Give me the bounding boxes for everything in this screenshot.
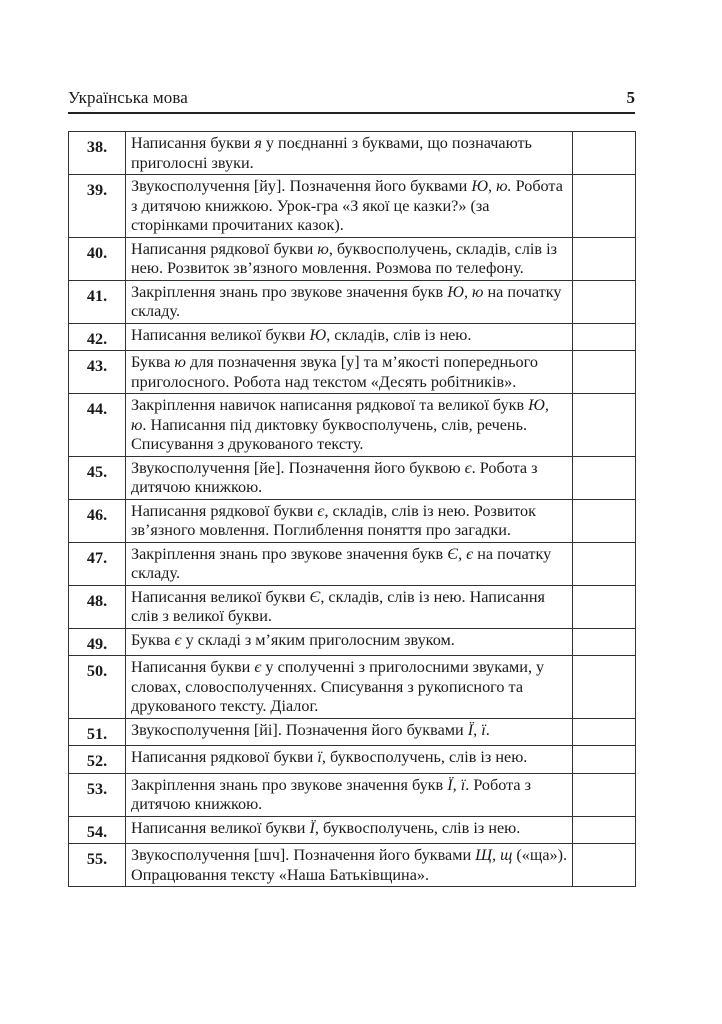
notes-cell bbox=[573, 499, 636, 542]
lesson-number: 55. bbox=[69, 844, 126, 887]
table-row bbox=[69, 773, 636, 816]
topic-text: у складі з м’яким приголосним звуком. bbox=[181, 630, 455, 649]
lesson-number: 45. bbox=[69, 456, 126, 499]
topic-text: Буква bbox=[131, 630, 175, 649]
topic-letter-italic: ю bbox=[174, 353, 186, 371]
topic-text: Написання букви bbox=[131, 658, 255, 676]
topic-letter-italic: є bbox=[174, 630, 182, 649]
table-row bbox=[69, 323, 636, 351]
notes-cell bbox=[573, 175, 636, 238]
topic-letter-italic: Є, є bbox=[447, 544, 474, 563]
notes-cell bbox=[573, 394, 636, 457]
topic-text: Закріплення навичок написання рядкової та великої букв bbox=[131, 396, 529, 414]
lesson-number: 48. bbox=[69, 585, 126, 628]
running-header bbox=[68, 88, 635, 114]
notes-cell bbox=[573, 816, 636, 844]
notes-cell bbox=[573, 585, 636, 628]
topic-text: , буквосполучень, складів, слів із нею. Розвиток зв’язного мовлення. Розмова по телефону. bbox=[131, 239, 558, 277]
topic-text: для позначення звука [у] та м’якості попереднього приголосного. Робота над текстом «Десять робітників». bbox=[131, 353, 538, 391]
table-row bbox=[69, 394, 636, 457]
topic-text: , складів, слів із нею. Написання слів з великої букви. bbox=[131, 587, 545, 625]
topic-letter-italic: ю bbox=[317, 239, 329, 258]
table-row bbox=[69, 351, 636, 394]
lesson-topic bbox=[126, 628, 573, 656]
lesson-number: 53. bbox=[69, 773, 126, 816]
topic-text: , складів, слів із нею. bbox=[326, 325, 472, 344]
lesson-topic bbox=[126, 585, 573, 628]
topic-text: Закріплення знань про звукове значення букв bbox=[131, 282, 448, 301]
table-row bbox=[69, 456, 636, 499]
topic-letter-italic: Є bbox=[309, 587, 321, 606]
topic-text: Звукосполучення [йі]. Позначення його буквами bbox=[131, 720, 468, 739]
topic-text: Написання рядкової букви bbox=[131, 501, 318, 520]
topic-text: . Робота з дитячою книжкою. bbox=[131, 775, 532, 813]
notes-cell bbox=[573, 456, 636, 499]
topic-letter-italic: Ю, ю. bbox=[471, 177, 512, 195]
lesson-topic bbox=[126, 844, 573, 887]
notes-cell bbox=[573, 351, 636, 394]
lesson-topic bbox=[126, 175, 573, 238]
topic-text: Звукосполучення [йе]. Позначення його буквою bbox=[131, 458, 465, 477]
topic-text: («ща»). Опрацювання тексту «Наша Батьківщина». bbox=[131, 846, 568, 884]
table-row bbox=[69, 585, 636, 628]
lesson-number: 52. bbox=[69, 746, 126, 774]
notes-cell bbox=[573, 656, 636, 719]
topic-text: . bbox=[485, 720, 490, 739]
topic-letter-italic: Ю, ю bbox=[131, 396, 549, 434]
notes-cell bbox=[573, 132, 636, 175]
lesson-number: 50. bbox=[69, 656, 126, 719]
topic-text: у сполученні з приголосними звуками, у словах, словосполученнях. Списування з рукописного та друкованого тексту. Діалог. bbox=[131, 658, 545, 715]
topic-text: Написання рядкової букви bbox=[131, 239, 318, 258]
topic-text: у поєднанні з буквами, що позначають приголосні звуки. bbox=[131, 134, 532, 172]
lesson-topic bbox=[126, 237, 573, 280]
lesson-number: 51. bbox=[69, 718, 126, 746]
topic-letter-italic: Ї, ї bbox=[447, 775, 466, 794]
lesson-topic bbox=[126, 280, 573, 323]
topic-letter-italic: Ї bbox=[309, 818, 315, 837]
lesson-topic bbox=[126, 773, 573, 816]
table-row bbox=[69, 499, 636, 542]
topic-letter-italic: ї bbox=[317, 748, 322, 766]
lesson-topic bbox=[126, 656, 573, 719]
topic-letter-italic: я bbox=[254, 134, 262, 152]
topic-text: Написання рядкової букви bbox=[131, 748, 318, 766]
header-subject: Українська мова bbox=[68, 88, 188, 107]
table-row bbox=[69, 132, 636, 175]
lesson-number: 39. bbox=[69, 175, 126, 238]
topic-text: Написання великої букви bbox=[131, 818, 310, 837]
lesson-plan-body bbox=[69, 132, 636, 887]
topic-text: , буквосполучень, слів із нею. bbox=[314, 818, 521, 837]
notes-cell bbox=[573, 542, 636, 585]
notes-cell bbox=[573, 773, 636, 816]
table-row bbox=[69, 628, 636, 656]
lesson-number: 49. bbox=[69, 628, 126, 656]
topic-letter-italic: є bbox=[254, 658, 262, 676]
lesson-topic bbox=[126, 816, 573, 844]
topic-text: Буква bbox=[131, 353, 175, 371]
topic-letter-italic: Ю, ю bbox=[447, 282, 484, 301]
notes-cell bbox=[573, 280, 636, 323]
lesson-topic bbox=[126, 132, 573, 175]
table-row bbox=[69, 542, 636, 585]
lesson-topic bbox=[126, 323, 573, 351]
lesson-number: 42. bbox=[69, 323, 126, 351]
topic-text: Робота з дитячою книжкою. Урок-гра «З якої це казки?» (за сторінками прочитаних казок). bbox=[131, 177, 563, 234]
notes-cell bbox=[573, 628, 636, 656]
lesson-number: 40. bbox=[69, 237, 126, 280]
lesson-topic bbox=[126, 746, 573, 774]
table-row bbox=[69, 718, 636, 746]
topic-text: Написання великої букви bbox=[131, 325, 310, 344]
lesson-topic bbox=[126, 542, 573, 585]
topic-text: Звукосполучення [йу]. Позначення його буквами bbox=[131, 177, 472, 195]
lesson-topic bbox=[126, 718, 573, 746]
lesson-number: 47. bbox=[69, 542, 126, 585]
lesson-number: 38. bbox=[69, 132, 126, 175]
notes-cell bbox=[573, 844, 636, 887]
topic-text: . Робота з дитячою книжкою. bbox=[131, 458, 538, 496]
topic-text: на початку складу. bbox=[131, 544, 552, 582]
topic-text: Написання великої букви bbox=[131, 587, 310, 606]
topic-text: на початку складу. bbox=[131, 282, 562, 320]
lesson-topic bbox=[126, 456, 573, 499]
topic-text: Написання букви bbox=[131, 134, 255, 152]
lesson-plan-table bbox=[68, 131, 636, 887]
lesson-topic bbox=[126, 351, 573, 394]
lesson-number: 46. bbox=[69, 499, 126, 542]
notes-cell bbox=[573, 746, 636, 774]
topic-text: Звукосполучення [шч]. Позначення його буквами bbox=[131, 846, 476, 864]
lesson-number: 54. bbox=[69, 816, 126, 844]
topic-text: , складів, слів із нею. Розвиток зв’язного мовлення. Поглиблення поняття про загадки. bbox=[131, 501, 536, 539]
topic-letter-italic: є bbox=[464, 458, 472, 477]
topic-text: Закріплення знань про звукове значення букв bbox=[131, 775, 448, 794]
page-number: 5 bbox=[626, 88, 635, 107]
topic-letter-italic: Ї, ї bbox=[467, 720, 486, 739]
lesson-topic bbox=[126, 394, 573, 457]
topic-letter-italic: Ю bbox=[309, 325, 327, 344]
table-row bbox=[69, 175, 636, 238]
lesson-number: 41. bbox=[69, 280, 126, 323]
notes-cell bbox=[573, 718, 636, 746]
notes-cell bbox=[573, 323, 636, 351]
table-row bbox=[69, 237, 636, 280]
notes-cell bbox=[573, 237, 636, 280]
table-row bbox=[69, 746, 636, 774]
lesson-number: 43. bbox=[69, 351, 126, 394]
topic-letter-italic: є bbox=[317, 501, 325, 520]
topic-text: Закріплення знань про звукове значення букв bbox=[131, 544, 448, 563]
table-row bbox=[69, 844, 636, 887]
topic-text: , буквосполучень, слів із нею. bbox=[321, 748, 528, 766]
lesson-number: 44. bbox=[69, 394, 126, 457]
table-row bbox=[69, 816, 636, 844]
topic-letter-italic: Щ, щ bbox=[475, 846, 513, 864]
topic-text: . Написання під диктовку буквосполучень, слів, речень. Списування з друкованого тексту. bbox=[131, 415, 528, 453]
table-row bbox=[69, 280, 636, 323]
lesson-topic bbox=[126, 499, 573, 542]
table-row bbox=[69, 656, 636, 719]
